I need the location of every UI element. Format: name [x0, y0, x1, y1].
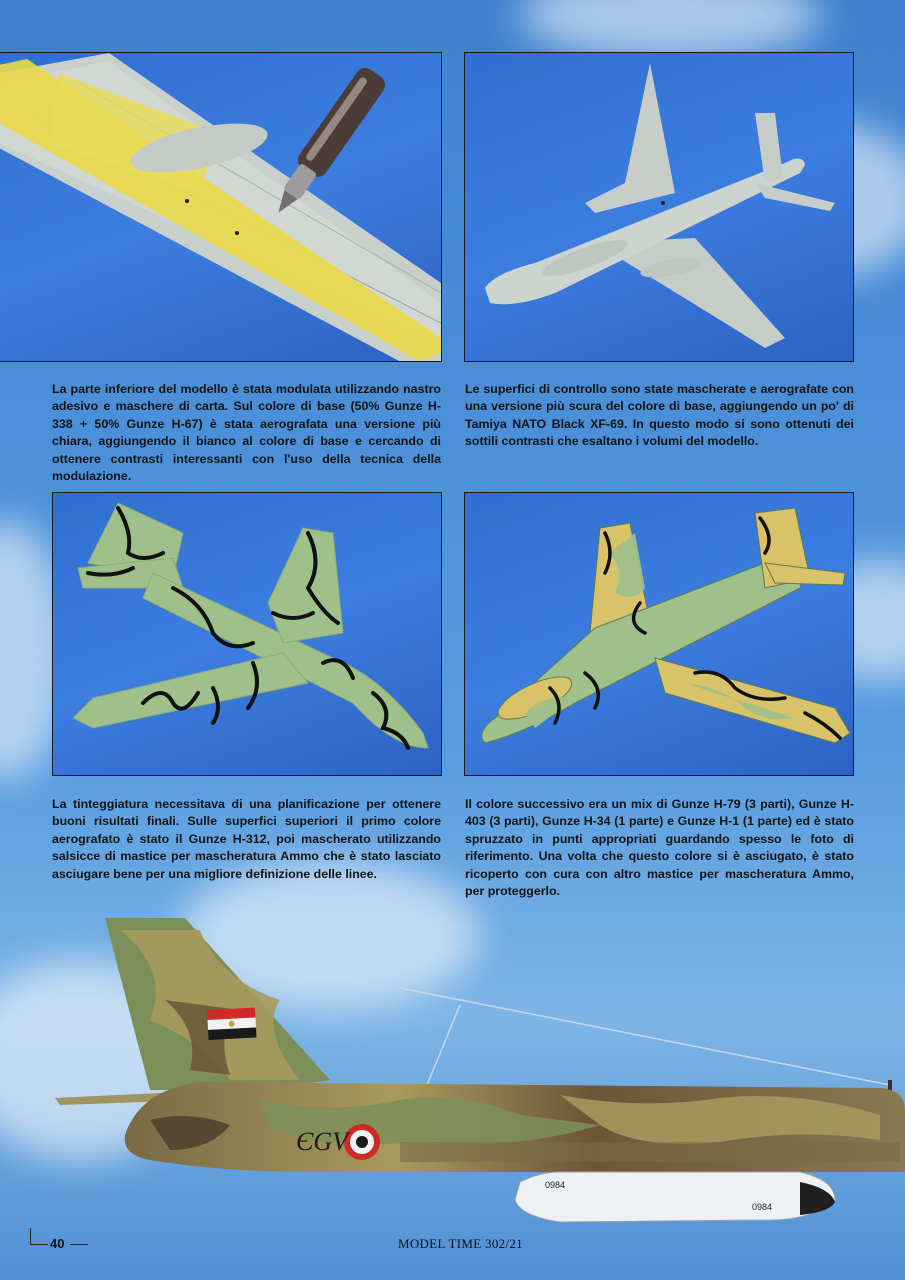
- photo-aircraft-tail-closeup: [0, 910, 905, 1240]
- footer-rule-left: [30, 1244, 48, 1245]
- photo-grey-model: [464, 52, 854, 362]
- wing-upper: [268, 528, 343, 643]
- wing-lower: [73, 653, 308, 728]
- antenna-wire: [400, 988, 890, 1085]
- page-number: 40: [50, 1236, 65, 1251]
- photo-wing-masking-tape: [0, 52, 442, 362]
- tail-plane: [755, 183, 835, 211]
- aircraft-tail-illustration: [0, 910, 905, 1240]
- sky-cloud: [520, 0, 820, 60]
- footer-rule-right: [70, 1244, 88, 1245]
- caption-control-surfaces: Le superfici di controllo sono state mascherate e aerografate con una versione più scura del colore di base, aggiungendo un po' di Tamiya NATO Black XF-69. In questo modo si sono ottenuti dei sottili contrasti che esaltano i volumi del modello.: [465, 382, 854, 449]
- roundel-icon: [344, 1124, 380, 1160]
- footer-rule-vertical: [30, 1228, 31, 1244]
- aircraft-serial: ЄGV: [296, 1127, 349, 1156]
- caption-planning-paint: La tinteggiatura necessitava di una planificazione per ottenere buoni risultati finali. Sulle superfici superiori il primo colore aerografato è stato il Gunze H-312, poi mascherato utilizzando salsicce di mastice per mascheratura Ammo che è stato lasciato asciugare bene per una migliore definizione delle linee.: [52, 797, 441, 881]
- photo-green-masking-putty: [52, 492, 442, 776]
- airbrush-icon: [265, 64, 389, 222]
- wing-tape-illustration: [0, 53, 441, 361]
- caption-next-color: Il colore successivo era un mix di Gunze H-79 (3 parti), Gunze H-403 (3 parti), Gunze H-34 (1 parte) e Gunze H-1 (1 parte) ed è stato spruzzato in punti appropriati guardando spesso le foto di riferimento. Una volta che questo colore si è asciugato, è stato ricoperto con cura con altro mastice per mascheratura Ammo, per proteggerlo.: [465, 797, 854, 899]
- camo-model-illustration: [465, 493, 853, 775]
- grey-model-illustration: [465, 53, 853, 361]
- wing-lower: [655, 658, 850, 743]
- upper-wing: [585, 63, 675, 213]
- egypt-flag-icon: [207, 1007, 257, 1039]
- pod-number-front: 0984: [545, 1180, 566, 1190]
- caption-lower-surface: La parte inferiore del modello è stata modulata utilizzando nastro adesivo e maschere di carta. Sul colore di base (50% Gunze H-338 + 50% Gunze H-67) è stata aerografata una versione più chiara, aggiungendo il bianco al colore di base e cercando di ottenere contrasti interessanti con l'uso della tecnica della modulazione.: [52, 382, 441, 484]
- green-model-illustration: [53, 493, 441, 775]
- photo-camo-sand-green: [464, 492, 854, 776]
- tail-fin: [755, 113, 783, 183]
- pod-number-rear: 0984: [752, 1202, 773, 1212]
- magazine-issue: MODEL TIME 302/21: [398, 1236, 523, 1251]
